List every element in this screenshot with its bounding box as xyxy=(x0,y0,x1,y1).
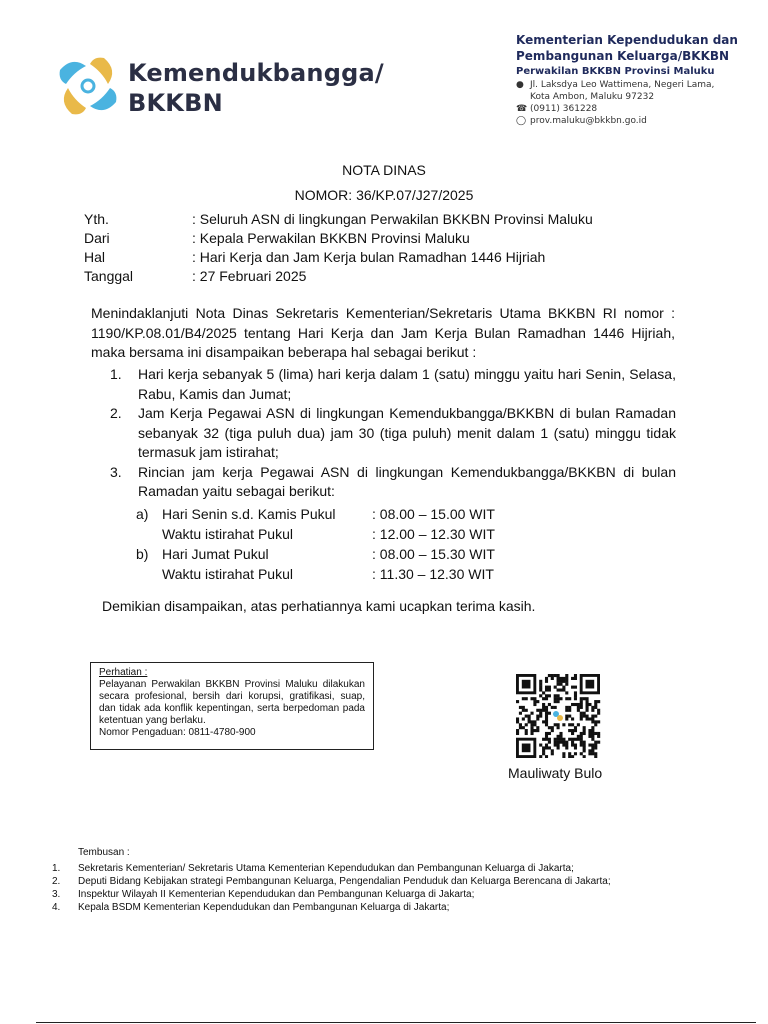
schedule-name: Waktu istirahat Pukul xyxy=(162,566,293,582)
address-value: : Kepala Perwakilan BKKBN Provinsi Maluku xyxy=(192,230,470,246)
tembusan-item xyxy=(52,888,611,901)
schedule-time: : 08.00 – 15.00 WIT xyxy=(372,506,495,522)
schedule-letter: a) xyxy=(136,506,149,522)
schedule-row xyxy=(136,504,495,524)
kop-line-1: Kementerian Kependudukan dan xyxy=(516,33,738,47)
phone-row xyxy=(516,103,756,115)
qr-code xyxy=(512,674,604,758)
schedule-row xyxy=(136,544,495,564)
phone-number: (0911) 361228 xyxy=(530,104,598,114)
tembusan-item xyxy=(52,875,611,888)
tembusan-text: Inspektur Wilayah II Kementerian Kependudukan dan Pembangunan Keluarga di Jakarta; xyxy=(78,889,475,900)
schedule-time: : 12.00 – 12.30 WIT xyxy=(372,526,495,542)
notice-box xyxy=(90,662,374,750)
tembusan-number: 3. xyxy=(52,889,61,900)
complaint-number: Nomor Pengaduan: 0811-4780-900 xyxy=(99,727,256,738)
address-label: Hal xyxy=(84,249,106,265)
list-text: Hari kerja sebanyak 5 (lima) hari kerja dalam 1 (satu) minggu yaitu hari Senin, Selasa, Rabu, Kamis dan Jumat; xyxy=(138,366,676,402)
brand-line-1: Kemendukbangga/ xyxy=(128,59,384,87)
phone-icon: ☎ xyxy=(516,104,528,114)
tembusan-text: Deputi Bidang Kebijakan strategi Pembangunan Keluarga, Pengendalian Penduduk dan Keluarga Berencana di Jakarta; xyxy=(78,876,611,887)
schedule-time: : 08.00 – 15.30 WIT xyxy=(372,546,495,562)
address-value: : Hari Kerja dan Jam Kerja bulan Ramadhan 1446 Hijriah xyxy=(192,249,546,265)
tembusan-list xyxy=(52,862,611,914)
list-item xyxy=(110,365,676,404)
document-number: NOMOR: 36/KP.07/J27/2025 xyxy=(294,187,474,203)
schedule-row xyxy=(136,564,495,584)
schedule-letter xyxy=(136,564,162,584)
list-text: Rincian jam kerja Pegawai ASN di lingkungan Kemendukbangga/BKKBN di bulan Ramadan yaitu sebagai berikut: xyxy=(138,463,676,499)
address-label: Yth. xyxy=(84,211,109,227)
email-row xyxy=(516,115,756,127)
signer-name: Mauliwaty Bulo xyxy=(508,765,603,781)
address-row xyxy=(516,79,756,103)
brand-line-2: BKKBN xyxy=(128,89,223,117)
list-item xyxy=(110,404,676,463)
globe-icon: ◯ xyxy=(516,116,527,126)
list-number: 2. xyxy=(110,405,122,421)
address-line-1: Jl. Laksdya Leo Wattimena, Negeri Lama, xyxy=(530,80,715,90)
email-address[interactable]: prov.maluku@bkkbn.go.id xyxy=(530,116,647,126)
tembusan-number: 4. xyxy=(52,902,61,913)
kop-line-2: Pembangunan Keluarga/BKKBN xyxy=(516,49,730,63)
tembusan-text: Kepala BSDM Kementerian Kependudukan dan Pembangunan Keluarga di Jakarta; xyxy=(78,902,450,913)
closing-sentence: Demikian disampaikan, atas perhatiannya kami ucapkan terima kasih. xyxy=(102,598,536,614)
address-label: Tanggal xyxy=(84,268,134,284)
list-item xyxy=(110,463,676,502)
letterhead-contact xyxy=(516,32,756,127)
schedule-table xyxy=(136,504,495,584)
list-number: 1. xyxy=(110,366,122,382)
address-value: : Seluruh ASN di lingkungan Perwakilan BKKBN Provinsi Maluku xyxy=(192,211,593,227)
address-row-yth xyxy=(84,210,593,229)
tembusan-heading: Tembusan : xyxy=(78,847,130,858)
document-title: NOTA DINAS xyxy=(342,162,426,178)
notice-text: Pelayanan Perwakilan BKKBN Provinsi Maluku dilakukan secara profesional, bersih dari korupsi, gratifikasi, suap, dan tidak ada konflik kepentingan, serta berpedoman pada ketentuan yang berlaku. xyxy=(99,679,365,726)
address-value: : 27 Februari 2025 xyxy=(192,268,307,284)
address-block xyxy=(84,210,593,286)
notice-heading: Perhatian : xyxy=(99,667,148,678)
address-row-dari xyxy=(84,229,593,248)
list-number: 3. xyxy=(110,463,122,480)
tembusan-number: 1. xyxy=(52,863,61,874)
tembusan-item xyxy=(52,901,611,914)
bkkbn-logo xyxy=(52,50,124,122)
address-row-tanggal xyxy=(84,267,593,286)
schedule-name: Hari Senin s.d. Kamis Pukul xyxy=(162,506,336,522)
schedule-time: : 11.30 – 12.30 WIT xyxy=(372,566,494,582)
schedule-name: Waktu istirahat Pukul xyxy=(162,526,293,542)
kop-line-3: Perwakilan BKKBN Provinsi Maluku xyxy=(516,66,715,77)
location-pin-icon: ● xyxy=(516,80,524,90)
tembusan-item xyxy=(52,862,611,875)
address-label: Dari xyxy=(84,230,110,246)
schedule-name: Hari Jumat Pukul xyxy=(162,546,269,562)
address-row-hal xyxy=(84,248,593,267)
address-line-2: Kota Ambon, Maluku 97232 xyxy=(530,92,655,102)
footer-divider xyxy=(36,1022,756,1023)
schedule-letter xyxy=(136,524,162,544)
numbered-list xyxy=(110,365,676,502)
list-text: Jam Kerja Pegawai ASN di lingkungan Kemendukbangga/BKKBN di bulan Ramadan sebanyak 32 (tiga puluh dua) jam 30 (tiga puluh) menit dalam 1 (satu) minggu tidak termasuk jam istirahat; xyxy=(138,405,676,460)
intro-paragraph: Menindaklanjuti Nota Dinas Sekretaris Kementerian/Sekretaris Utama BKKBN RI nomor : 1190/KP.08.01/B4/2025 tentang Hari Kerja dan Jam Kerja Bulan Ramadhan 1446 Hijriah, maka bersama ini disampaikan beberapa hal sebagai berikut : xyxy=(91,305,675,360)
schedule-row xyxy=(136,524,495,544)
brand-name xyxy=(128,58,384,118)
tembusan-number: 2. xyxy=(52,876,61,887)
tembusan-text: Sekretaris Kementerian/ Sekretaris Utama Kementerian Kependudukan dan Pembangunan Keluarga di Jakarta; xyxy=(78,863,574,874)
schedule-letter: b) xyxy=(136,546,149,562)
